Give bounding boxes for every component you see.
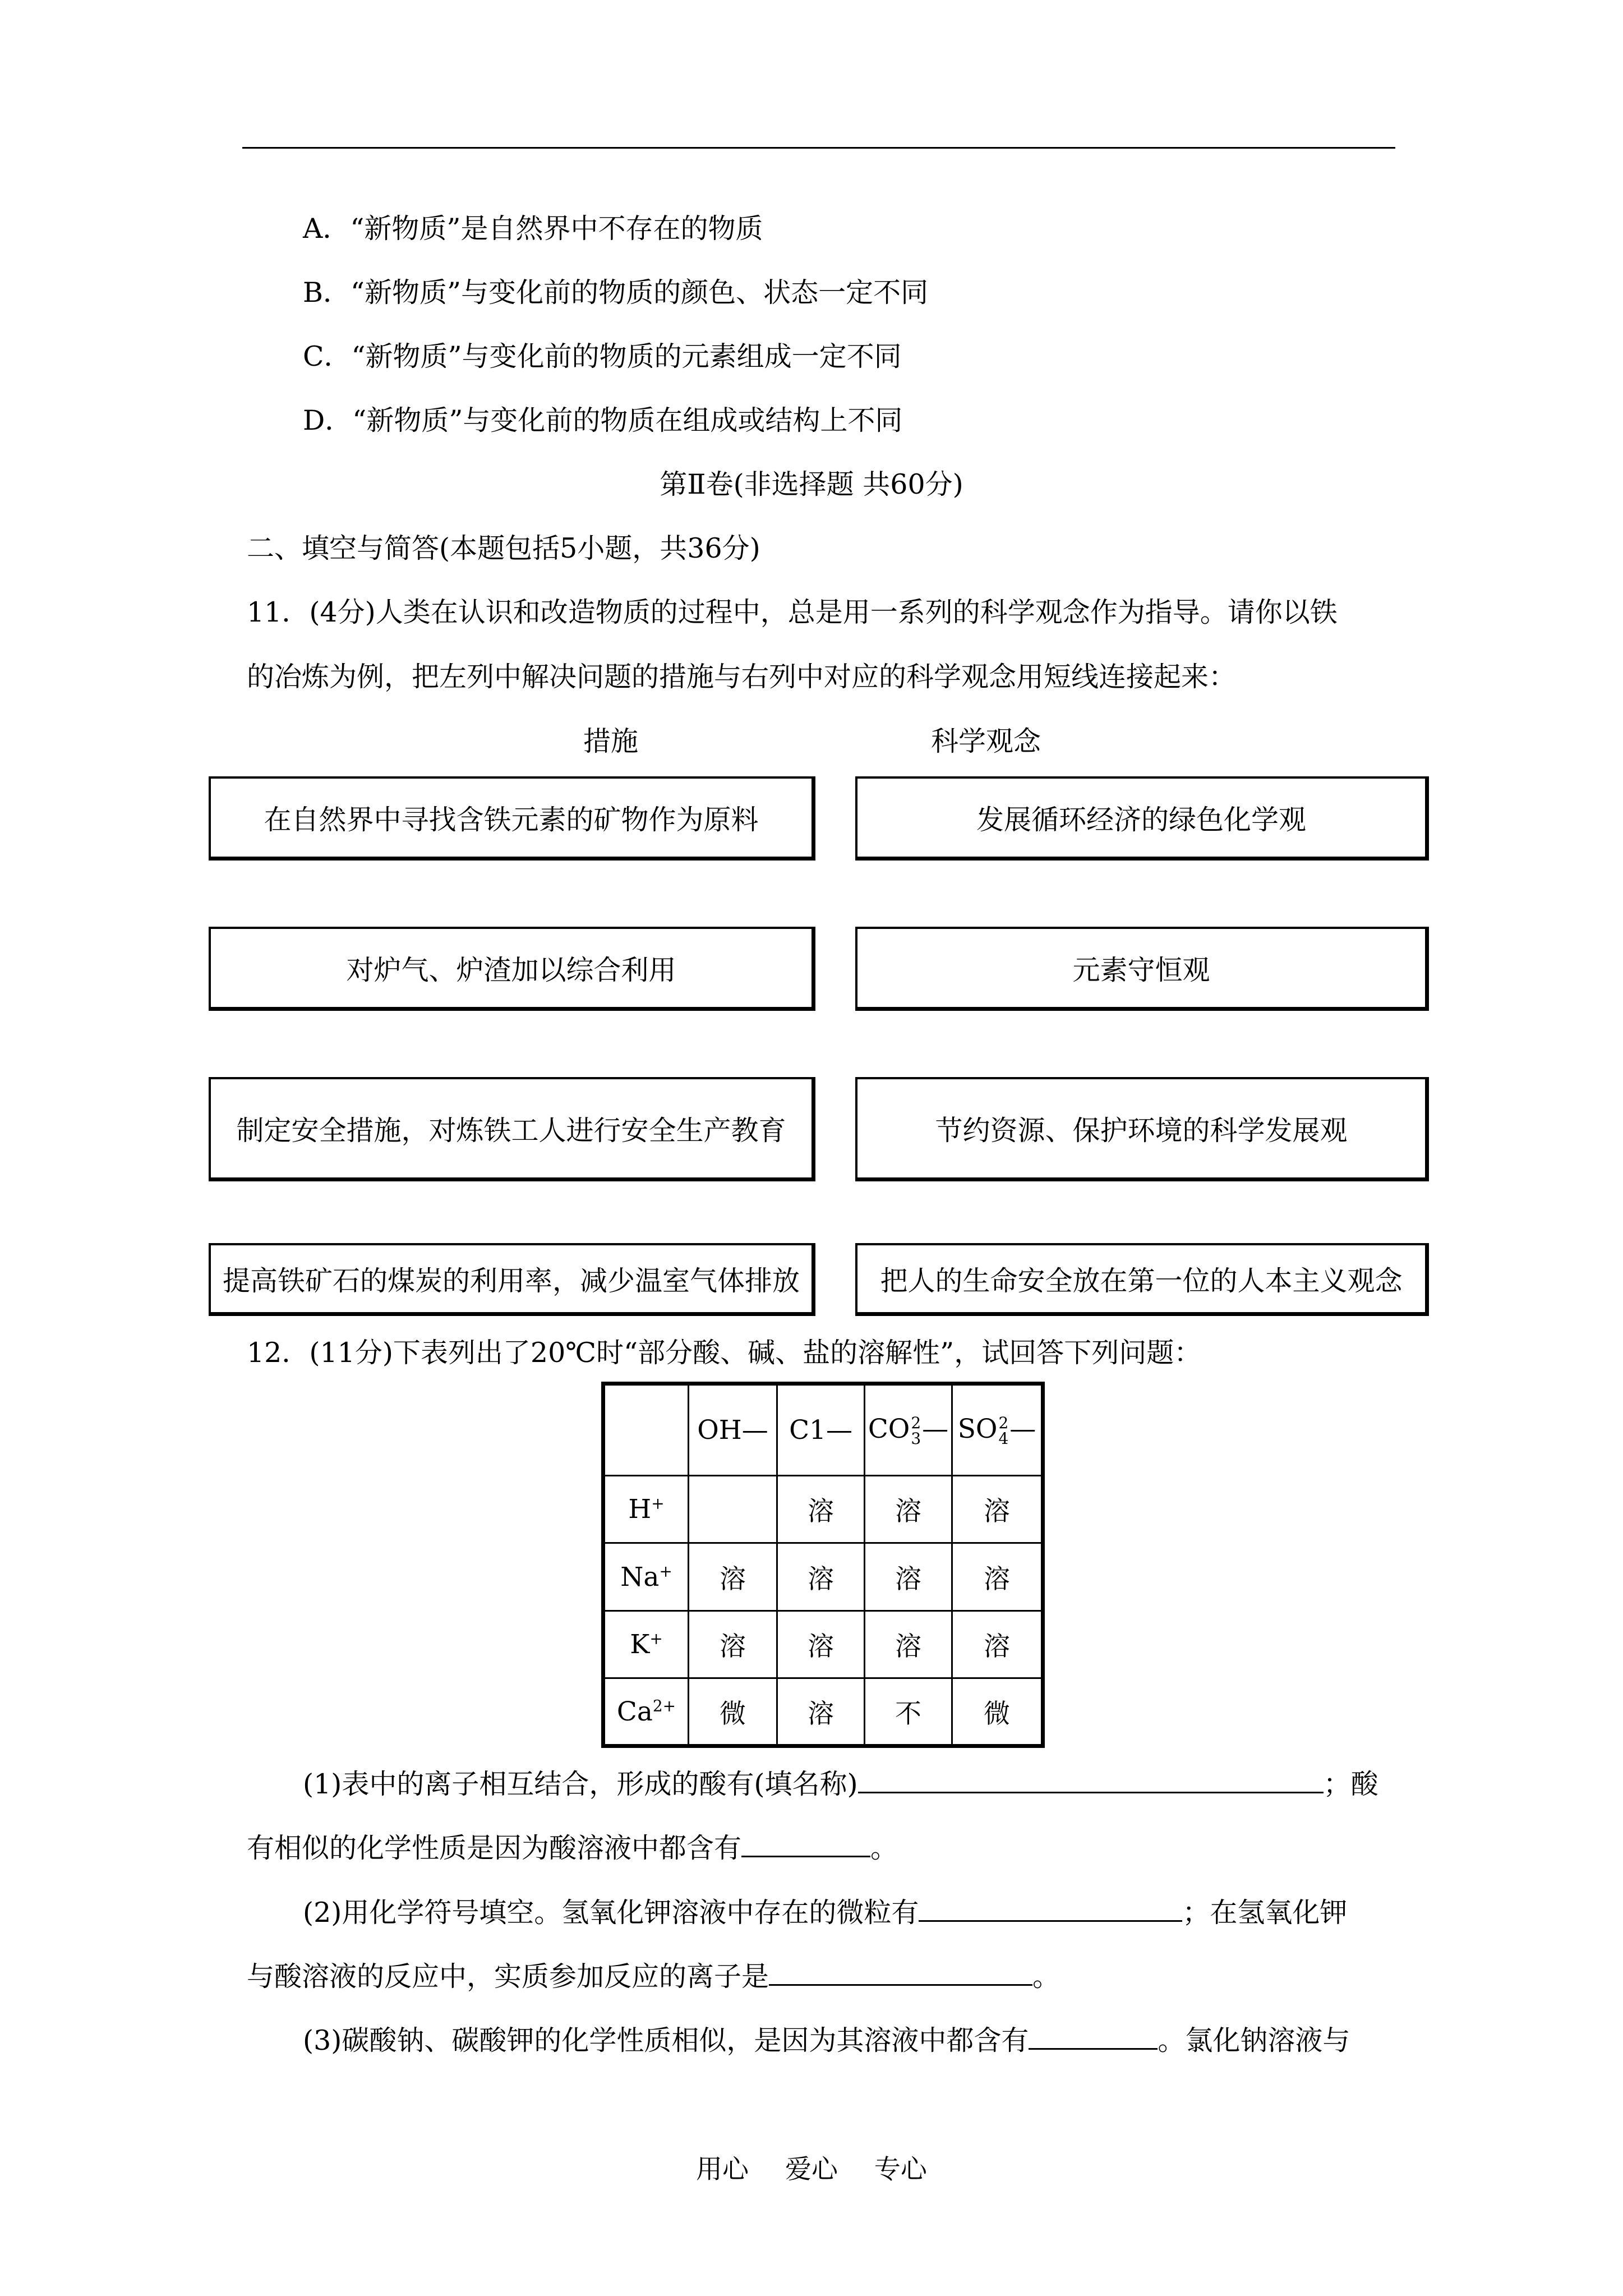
table-cell: 溶 bbox=[865, 1475, 952, 1543]
q12-intro: 12．(11分)下表列出了20℃时“部分酸、碱、盐的溶解性”，试回答下列问题： bbox=[247, 1337, 1202, 1369]
q12-part2-line2: 与酸溶液的反应中，实质参加反应的离子是 。 bbox=[247, 1958, 1060, 1994]
answer-blank-reacting-ions[interactable] bbox=[769, 1958, 1032, 1986]
table-row bbox=[603, 1475, 1043, 1543]
concept-box-1: 发展循环经济的绿色化学观 bbox=[855, 776, 1429, 861]
table-cell: 微 bbox=[952, 1678, 1043, 1746]
measure-box-1: 在自然界中寻找含铁元素的矿物作为原料 bbox=[209, 776, 815, 861]
table-row bbox=[603, 1678, 1043, 1746]
option-a: A．“新物质”是自然界中不存在的物质 bbox=[303, 213, 763, 245]
page-footer: 用心 爱心 专心 bbox=[696, 2154, 927, 2185]
table-cell: 微 bbox=[689, 1678, 777, 1746]
table-cell: 溶 bbox=[689, 1611, 777, 1678]
concept-box-3: 节约资源、保护环境的科学发展观 bbox=[855, 1077, 1429, 1181]
table-cell: 溶 bbox=[865, 1543, 952, 1611]
measure-box-3: 制定安全措施，对炼铁工人进行安全生产教育 bbox=[209, 1077, 815, 1181]
answer-blank-particles[interactable] bbox=[919, 1894, 1182, 1922]
q12-part2-line1: (2)用化学符号填空。氢氧化钾溶液中存在的微粒有 ；在氢氧化钾 bbox=[303, 1894, 1347, 1930]
q12-part3-line1: (3)碳酸钠、碳酸钾的化学性质相似，是因为其溶液中都含有 。氯化钠溶液与 bbox=[303, 2022, 1350, 2058]
solubility-table bbox=[601, 1382, 1045, 1748]
right-column-header: 科学观念 bbox=[931, 725, 1041, 757]
concept-box-4: 把人的生命安全放在第一位的人本主义观念 bbox=[855, 1243, 1429, 1316]
anion-header-chloride: C1— bbox=[777, 1384, 865, 1476]
table-cell: 溶 bbox=[777, 1543, 865, 1611]
part-heading: 二、填空与简答(本题包括5小题，共36分) bbox=[247, 532, 760, 564]
measure-box-2: 对炉气、炉渣加以综合利用 bbox=[209, 927, 815, 1011]
option-d: D．“新物质”与变化前的物质在组成或结构上不同 bbox=[303, 404, 903, 436]
table-cell: 溶 bbox=[952, 1475, 1043, 1543]
table-cell: 溶 bbox=[777, 1475, 865, 1543]
cation-header-hydrogen: H+ bbox=[603, 1475, 689, 1543]
answer-blank-common-ion[interactable] bbox=[741, 1830, 870, 1857]
left-column-header: 措施 bbox=[583, 725, 639, 757]
anion-header-carbonate: CO 2 3 — bbox=[865, 1384, 952, 1476]
table-row bbox=[603, 1611, 1043, 1678]
cation-header-sodium: Na+ bbox=[603, 1543, 689, 1611]
table-cell: 溶 bbox=[777, 1611, 865, 1678]
anion-header-sulfate: SO 2 4 — bbox=[952, 1384, 1043, 1476]
cation-header-calcium: $Ca^{2+}$ bbox=[603, 1678, 689, 1746]
q12-part1-line1: (1)表中的离子相互结合，形成的酸有(填名称) ；酸 bbox=[303, 1766, 1378, 1801]
table-cell: 溶 bbox=[952, 1543, 1043, 1611]
cation-header-potassium: K+ bbox=[603, 1611, 689, 1678]
answer-blank-carbonate-ion[interactable] bbox=[1029, 2022, 1158, 2050]
header-rule bbox=[242, 147, 1395, 149]
table-cell: 溶 bbox=[689, 1543, 777, 1611]
option-b: B．“新物质”与变化前的物质的颜色、状态一定不同 bbox=[303, 277, 929, 309]
q11-line2: 的冶炼为例，把左列中解决问题的措施与右列中对应的科学观念用短线连接起来： bbox=[247, 661, 1237, 693]
table-cell: 不 bbox=[865, 1678, 952, 1746]
table-corner-cell bbox=[603, 1384, 689, 1476]
table-row bbox=[603, 1543, 1043, 1611]
table-cell: 溶 bbox=[777, 1678, 865, 1746]
q12-part1-line2: 有相似的化学性质是因为酸溶液中都含有 。 bbox=[247, 1830, 898, 1865]
anion-header-hydroxide: OH— bbox=[689, 1384, 777, 1476]
table-cell: 溶 bbox=[865, 1611, 952, 1678]
measure-box-4: 提高铁矿石的煤炭的利用率，减少温室气体排放 bbox=[209, 1243, 815, 1316]
table-cell bbox=[689, 1475, 777, 1543]
section-title: 第Ⅱ卷(非选择题 共60分) bbox=[660, 468, 963, 500]
answer-blank-acid-names[interactable] bbox=[858, 1766, 1324, 1793]
option-c: C．“新物质”与变化前的物质的元素组成一定不同 bbox=[303, 341, 902, 372]
q11-line1: 11．(4分)人类在认识和改造物质的过程中，总是用一系列的科学观念作为指导。请你以铁 bbox=[247, 596, 1338, 628]
concept-box-2: 元素守恒观 bbox=[855, 927, 1429, 1011]
table-cell: 溶 bbox=[952, 1611, 1043, 1678]
